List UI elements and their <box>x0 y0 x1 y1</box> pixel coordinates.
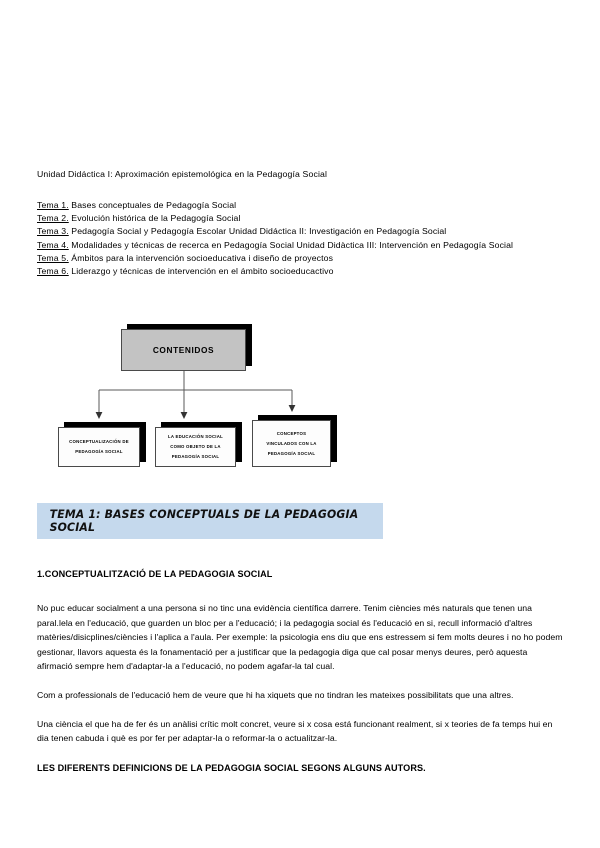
tema-label: Tema 6. <box>37 266 69 277</box>
node-face <box>252 420 331 467</box>
diagram-node-root <box>121 324 246 366</box>
tema-text: Ámbitos para la intervención socioeducativa i diseño de proyectos <box>68 252 334 263</box>
tema-banner-title: TEMA 1: BASES CONCEPTUALS DE LA PEDAGOGIA SOCIAL <box>49 508 359 534</box>
node-label <box>69 437 129 457</box>
node-label <box>266 429 316 459</box>
tema-text: Pedagogía Social y Pedagogía Escolar Unidad Didáctica II: Investigación en Pedagogía Social <box>68 226 447 237</box>
tema-label: Tema 3. <box>37 226 69 237</box>
paragraph-2: Com a professionals de l'educació hem de veure que hi ha xiquets que no tindran les mateixes possibilitats que una altres. <box>37 689 514 700</box>
spacer <box>37 581 565 601</box>
diagram-node-leaf-1 <box>58 422 140 462</box>
node-label: CONTENIDOS <box>152 345 215 355</box>
diagram-node-leaf-3 <box>252 415 331 462</box>
closing-heading: LES DIFERENTS DEFINICIONS DE LA PEDAGOGIA SOCIAL SEGONS ALGUNS AUTORS. <box>37 762 426 773</box>
node-label-line3: PEDAGOGÍA SOCIAL <box>267 450 316 456</box>
list-item <box>37 252 564 265</box>
tema-banner <box>37 503 383 539</box>
diagram-node-leaf-2 <box>155 422 236 462</box>
list-item <box>37 212 564 225</box>
list-item <box>37 239 564 252</box>
list-item <box>37 225 564 238</box>
list-item <box>37 265 564 278</box>
tema-label: Tema 1. <box>37 200 69 210</box>
contents-diagram <box>37 322 357 482</box>
spacer <box>37 746 565 762</box>
spacer <box>37 703 565 717</box>
node-face <box>121 329 246 371</box>
node-label-line1: CONCEPTOS <box>276 430 307 436</box>
tema-text: Evolución histórica de la Pedagogía Social <box>68 213 241 224</box>
tema-text: Liderazgo y técnicas de intervención en el ámbito socioeducactivo <box>68 266 334 277</box>
node-face <box>155 427 236 467</box>
node-face <box>58 427 140 467</box>
tema-text: Bases conceptuales de Pedagogía Social <box>68 200 237 210</box>
list-item <box>37 199 564 212</box>
tema-text: Modalidades y técnicas de recerca en Pedagogía Social Unidad Didàctica III: Intervención en Pedagogía Social <box>68 239 514 250</box>
tema-label: Tema 4. <box>37 239 69 250</box>
document-header-block <box>37 168 564 278</box>
tema-list <box>37 199 564 278</box>
section-heading: 1.CONCEPTUALITZACIÓ DE LA PEDAGOGIA SOCIAL <box>37 569 273 579</box>
node-label-line2: COMO OBJETO DE LA <box>170 444 221 449</box>
node-label-line1: LA EDUCACIÓN SOCIAL <box>168 434 223 439</box>
paragraph-1: No puc educar socialment a una persona si no tinc una evidència científica darrere. Tenim ciències més naturals que tenen una paral.lela en l'educació, que guarden un bloc per a l'educació; i la pedagogia social és l'educació en si, recull informació d'altres matèries/disicplines/ciències i l'aplica a l'aula. Per exemple: la psicologia ens diu que ens estressem si fem molts deures i no ho podem gestionar, llavors aquesta és la fonamentació per a justificar que la pedagogia diga que cal posar menys deures, però aquesta afirmació sempre hem d'adaptar-la a l'educació, no podem agafar-la tal cual. <box>37 603 563 672</box>
node-label-line1: CONCEPTUALIZACIÓN DE <box>69 439 129 444</box>
node-label-line3: PEDAGOGÍA SOCIAL <box>171 454 220 459</box>
node-label-line2: VINCULADOS CON LA <box>266 440 317 446</box>
node-label-line2: PEDAGOGÍA SOCIAL <box>75 449 123 454</box>
paragraph-3: Una ciència el que ha de fer és un anàlisi crític molt concret, veure si x cosa está funcionant realment, si x teories de fa temps hui en dia tenen cabuda i què es por fer per adaptar-la o reformar-la o actualitzar-la. <box>37 718 553 744</box>
node-label <box>168 432 223 462</box>
tema-label: Tema 2. <box>37 213 69 224</box>
tema-label: Tema 5. <box>37 252 69 263</box>
document-body <box>37 568 565 775</box>
spacer <box>37 674 565 688</box>
unit-title: Unidad Didáctica I: Aproximación epistemológica en la Pedagogía Social <box>37 169 328 179</box>
